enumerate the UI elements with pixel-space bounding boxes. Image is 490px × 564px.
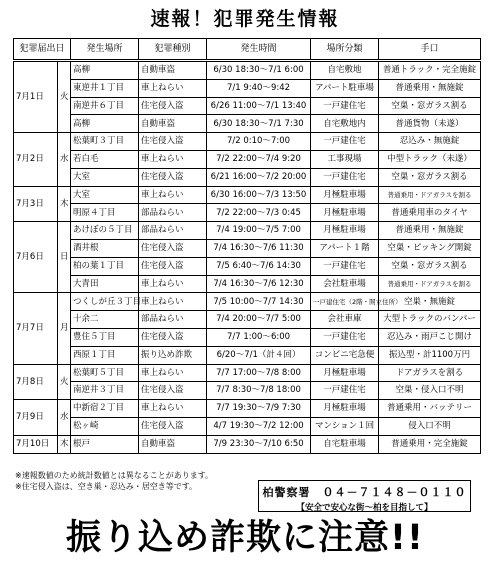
- cell-time: 7/2 22:00～7/3 0:45: [207, 204, 311, 222]
- cell-time: 7/4 16:30～7/6 11:30: [207, 239, 311, 257]
- cell-method: 普通貨物（未遂）: [379, 115, 481, 133]
- cell-place: 東逆井１丁目: [71, 79, 139, 97]
- cell-location-type: 一戸建住宅: [311, 97, 379, 115]
- cell-method: 忍込み・無施錠: [379, 133, 481, 151]
- cell-method: 普通乗用・ドアガラスを割る: [379, 186, 481, 204]
- cell-location-type: 一戸建住宅（2階・開立住所）: [311, 293, 379, 311]
- cell-location-type: 月極駐車場: [311, 364, 379, 382]
- table-row: [14, 150, 481, 168]
- cell-type: 車上ねらい: [139, 150, 207, 168]
- table-row: [14, 115, 481, 133]
- crime-table: [13, 38, 481, 454]
- cell-location-type: アパート駐車場: [311, 79, 379, 97]
- table-row: [14, 328, 481, 346]
- cell-report-date: 7月3日: [14, 186, 58, 222]
- cell-time: 6/30 16:00～7/3 13:50: [207, 186, 311, 204]
- footnote-1: ※速報数値のため統計数値とは異なることがあります。: [15, 471, 214, 480]
- header-type: 犯罪種別: [139, 39, 207, 61]
- cell-type: 車上ねらい: [139, 186, 207, 204]
- cell-method: 普通乗用・完全施錠: [379, 435, 481, 453]
- header-date: 犯罪届出日: [14, 39, 71, 61]
- cell-time: 7/7 1:00～6:00: [207, 328, 311, 346]
- crime-table-body: [14, 61, 481, 454]
- cell-location-type: 会社駐車場: [311, 275, 379, 293]
- cell-location-type: 一戸建住宅: [311, 133, 379, 151]
- cell-place: 大室: [71, 186, 139, 204]
- cell-time: 6/30 18:30～7/1 6:00: [207, 61, 311, 80]
- cell-location-type: 一戸建住宅: [311, 328, 379, 346]
- cell-location-type: 月極駐車場: [311, 204, 379, 222]
- table-row: [14, 239, 481, 257]
- cell-location-type: コンビニ宅急便: [311, 346, 379, 364]
- cell-type: 住宅侵入盗: [139, 328, 207, 346]
- cell-type: 住宅侵入盗: [139, 133, 207, 151]
- header-place: 発生場所: [71, 39, 139, 61]
- cell-time: 4/7 19:30～7/2 12:00: [207, 417, 311, 435]
- table-row: [14, 133, 481, 151]
- cell-report-date: 7月10日: [14, 435, 58, 453]
- cell-method: 空巣・無施錠: [379, 293, 481, 311]
- cell-time: 7/5 10:00～7/7 14:30: [207, 293, 311, 311]
- cell-type: 車上ねらい: [139, 364, 207, 382]
- fraud-warning-banner: 振り込め詐欺に注意!!: [66, 518, 424, 558]
- cell-place: 松葉町５丁目: [71, 364, 139, 382]
- cell-type: 住宅侵入盗: [139, 417, 207, 435]
- police-station-name: 柏警察署 ０４－７１４８－０１１０: [262, 486, 467, 499]
- cell-place: 南逆井３丁目: [71, 382, 139, 400]
- cell-place: 高柳: [71, 115, 139, 133]
- table-row: [14, 400, 481, 418]
- cell-weekday: 月: [58, 293, 71, 364]
- cell-location-type: 一戸建住宅: [311, 168, 379, 186]
- cell-location-type: 工事現場: [311, 150, 379, 168]
- cell-type: 部品ねらい: [139, 222, 207, 240]
- cell-time: 7/7 8:30～7/8 18:00: [207, 382, 311, 400]
- cell-report-date: 7月8日: [14, 364, 58, 400]
- cell-report-date: 7月1日: [14, 61, 58, 133]
- cell-location-type: 自宅敷地: [311, 61, 379, 80]
- table-row: [14, 311, 481, 329]
- cell-location-type: マンション１回: [311, 417, 379, 435]
- cell-type: 自動車盗: [139, 115, 207, 133]
- header-method: 手口: [379, 39, 481, 61]
- cell-weekday: 木: [58, 435, 71, 453]
- cell-type: 車上ねらい: [139, 275, 207, 293]
- cell-method: 普通乗用・無施錠: [379, 222, 481, 240]
- cell-report-date: 7月7日: [14, 293, 58, 364]
- cell-method: 普通トラック・完全施錠: [379, 61, 481, 80]
- cell-type: 住宅侵入盗: [139, 97, 207, 115]
- cell-method: 普通乗用・バッテリー: [379, 400, 481, 418]
- table-row: [14, 168, 481, 186]
- cell-weekday: 日: [58, 222, 71, 293]
- cell-location-type: 自宅敷地内: [311, 115, 379, 133]
- cell-place: 中新宿２丁目: [71, 400, 139, 418]
- cell-type: 車上ねらい: [139, 79, 207, 97]
- cell-place: 松ヶ崎: [71, 417, 139, 435]
- cell-weekday: 火: [58, 364, 71, 400]
- cell-place: 大青田: [71, 275, 139, 293]
- table-row: [14, 97, 481, 115]
- cell-type: 住宅侵入盗: [139, 382, 207, 400]
- cell-location-type: 月極駐車場: [311, 186, 379, 204]
- cell-place: あけぼの５丁目: [71, 222, 139, 240]
- cell-place: 根戸: [71, 435, 139, 453]
- cell-time: 7/2 0:10～7:00: [207, 133, 311, 151]
- cell-method: 空巣・窓ガラス割る: [379, 257, 481, 275]
- cell-method: 空巣・ピッキング開錠: [379, 239, 481, 257]
- cell-report-date: 7月9日: [14, 400, 58, 436]
- cell-time: 7/5 6:40～7/6 14:30: [207, 257, 311, 275]
- cell-method: 空巣・侵入口不明: [379, 382, 481, 400]
- table-row: [14, 364, 481, 382]
- cell-place: 大室: [71, 168, 139, 186]
- header-location-type: 場所分類: [311, 39, 379, 61]
- cell-time: 7/4 19:00～7/5 7:00: [207, 222, 311, 240]
- cell-weekday: 水: [58, 133, 71, 186]
- table-row: [14, 79, 481, 97]
- cell-place: 西原１丁目: [71, 346, 139, 364]
- cell-location-type: 会社車庫: [311, 311, 379, 329]
- cell-method: 振込型・計1100万円: [379, 346, 481, 364]
- cell-time: 6/21 16:00～7/2 20:00: [207, 168, 311, 186]
- cell-location-type: 月極駐車場: [311, 222, 379, 240]
- cell-type: 住宅侵入盗: [139, 239, 207, 257]
- cell-type: 車上ねらい: [139, 400, 207, 418]
- cell-type: 部品ねらい: [139, 204, 207, 222]
- table-row: [14, 186, 481, 204]
- cell-place: 南逆井６丁目: [71, 97, 139, 115]
- cell-method: 普通乗用車のタイヤ: [379, 204, 481, 222]
- table-row: [14, 222, 481, 240]
- cell-method: 中型トラック（未遂）: [379, 150, 481, 168]
- cell-place: 豊住５丁目: [71, 328, 139, 346]
- table-header-row: [14, 39, 481, 61]
- cell-location-type: 一戸建住宅: [311, 382, 379, 400]
- cell-weekday: 木: [58, 186, 71, 222]
- cell-time: 6/26 11:00～7/1 13:40: [207, 97, 311, 115]
- page-title: 速報！犯罪発生情報: [150, 8, 340, 30]
- cell-place: 柏の葉１丁目: [71, 257, 139, 275]
- cell-time: 6/30 18:30～7/1 7:30: [207, 115, 311, 133]
- cell-method: 空巣・窓ガラス割る: [379, 168, 481, 186]
- cell-type: 住宅侵入盗: [139, 168, 207, 186]
- cell-method: ドアガラスを割る: [379, 364, 481, 382]
- cell-time: 7/1 9:40～9:42: [207, 79, 311, 97]
- cell-method: 普通乗用・ドアガラスを割る: [379, 275, 481, 293]
- cell-type: 自動車盗: [139, 435, 207, 453]
- cell-place: 松葉町３丁目: [71, 133, 139, 151]
- cell-time: 7/7 19:30～7/9 7:30: [207, 400, 311, 418]
- cell-type: 部品ねらい: [139, 311, 207, 329]
- cell-place: 高柳: [71, 61, 139, 80]
- table-row: [14, 382, 481, 400]
- cell-place: 若白毛: [71, 150, 139, 168]
- table-row: [14, 275, 481, 293]
- cell-type: 自動車盗: [139, 61, 207, 80]
- police-slogan: 【安全で安心な街～柏を目指して】: [296, 503, 433, 513]
- cell-method: 侵入口不明: [379, 417, 481, 435]
- cell-time: 7/7 17:00～7/8 8:00: [207, 364, 311, 382]
- cell-report-date: 7月2日: [14, 133, 58, 186]
- cell-place: 明原４丁目: [71, 204, 139, 222]
- footnote-2: ※住宅侵入盗は、空き巣・忍込み・居空き等です。: [15, 482, 198, 491]
- table-row: [14, 346, 481, 364]
- cell-location-type: 自宅駐車場: [311, 435, 379, 453]
- cell-place: つくしが丘３丁目: [71, 293, 139, 311]
- table-row: [14, 204, 481, 222]
- cell-time: 6/20～7/1（計４回）: [207, 346, 311, 364]
- table-row: [14, 417, 481, 435]
- table-row: [14, 61, 481, 80]
- table-row: [14, 435, 481, 453]
- cell-method: 普通乗用・無施錠: [379, 79, 481, 97]
- table-row: [14, 293, 481, 311]
- cell-report-date: 7月6日: [14, 222, 58, 293]
- cell-place: 酒井根: [71, 239, 139, 257]
- cell-type: 車上ねらい: [139, 293, 207, 311]
- cell-time: 7/4 20:00～7/7 5:00: [207, 311, 311, 329]
- cell-type: 振り込め詐欺: [139, 346, 207, 364]
- cell-time: 7/4 16:30～7/6 12:30: [207, 275, 311, 293]
- cell-time: 7/9 23:30～7/10 6:50: [207, 435, 311, 453]
- cell-place: 十余二: [71, 311, 139, 329]
- cell-type: 住宅侵入盗: [139, 257, 207, 275]
- table-row: [14, 257, 481, 275]
- cell-location-type: アパート１階: [311, 239, 379, 257]
- cell-method: 大型トラックのバンパー: [379, 311, 481, 329]
- cell-time: 7/2 22:00～7/4 9:20: [207, 150, 311, 168]
- cell-method: 忍込み・雨戸こじ開け: [379, 328, 481, 346]
- cell-method: 空巣・窓ガラス割る: [379, 97, 481, 115]
- cell-weekday: 水: [58, 400, 71, 436]
- police-contact-box: [258, 480, 471, 512]
- cell-location-type: 一戸建住宅: [311, 257, 379, 275]
- header-time: 発生時間: [207, 39, 311, 61]
- cell-weekday: 火: [58, 61, 71, 133]
- cell-location-type: 月極駐車場: [311, 400, 379, 418]
